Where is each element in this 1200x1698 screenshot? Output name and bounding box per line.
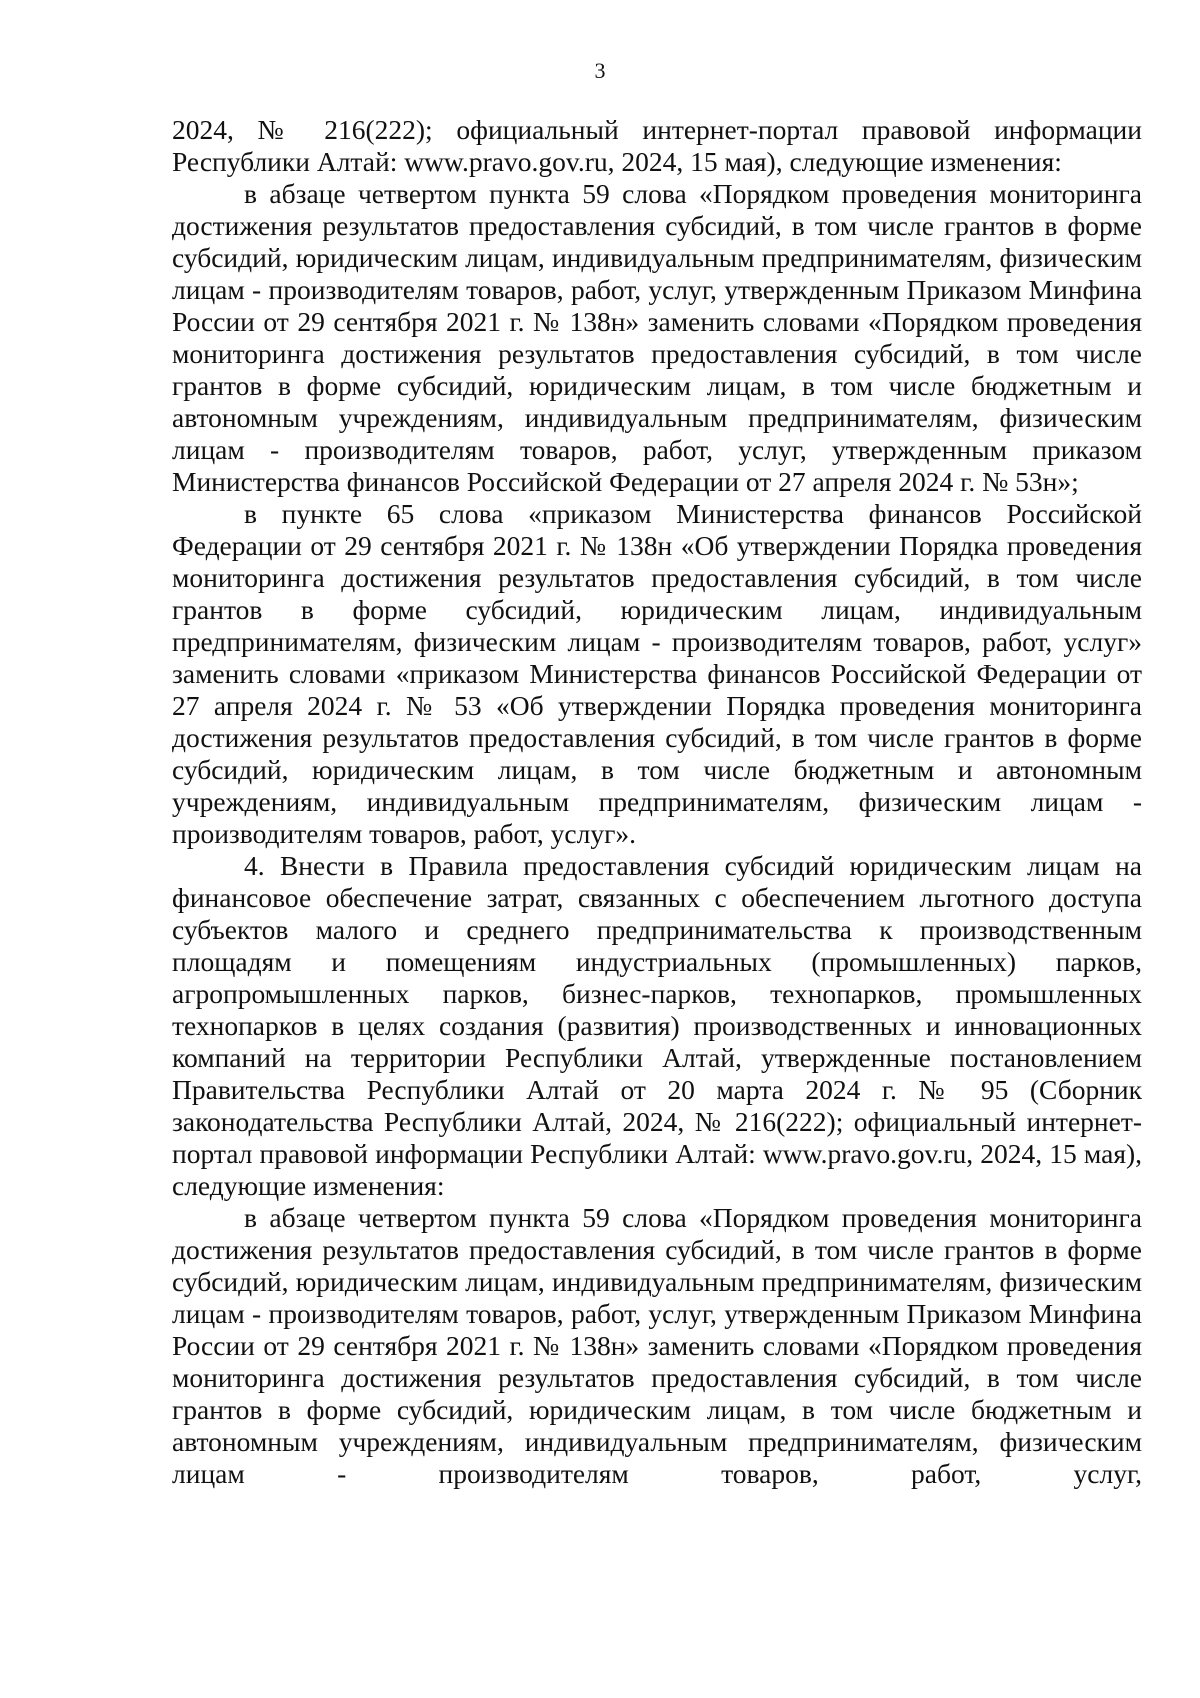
paragraph-2: в абзаце четвертом пункта 59 слова «Порядком проведения мониторинга достижения результатов предоставления субсидий, в том числе грантов в форме субсидий, юридическим лицам, индивидуальным предпринимателям, физическим лицам - производителям товаров, работ, услуг, утвержденным Приказом Минфина России от 29 сентября 2021 г. № 138н» заменить словами «Порядком проведения мониторинга достижения результатов предоставления субсидий, в том числе грантов в форме субсидий, юридическим лицам, в том числе бюджетным и автономным учреждениям, индивидуальным предпринимателям, физическим лицам - производителям товаров, работ, услуг, утвержденным приказом Министерства финансов Российской Федерации от 27 апреля 2024 г. № 53н»; — [172, 178, 1142, 497]
paragraph-4: 4. Внести в Правила предоставления субсидий юридическим лицам на финансовое обеспечение затрат, связанных с обеспечением льготного доступа субъектов малого и среднего предпринимательства к производственным площадям и помещениям индустриальных (промышленных) парков, агропромышленных парков, бизнес-парков, технопарков, промышленных технопарков в целях создания (развития) производственных и инновационных компаний на территории Республики Алтай, утвержденные постановлением Правительства Республики Алтай от 20 марта 2024 г. № 95 (Сборник законодательства Республики Алтай, 2024, № 216(222); официальный интернет-портал правовой информации Республики Алтай: www.pravo.gov.ru, 2024, 15 мая), следующие изменения: — [172, 850, 1142, 1201]
paragraph-1: 2024, № 216(222); официальный интернет-портал правовой информации Республики Алтай: www.pravo.gov.ru, 2024, 15 мая), следующие изменения: — [172, 114, 1142, 177]
paragraph-3: в пункте 65 слова «приказом Министерства финансов Российской Федерации от 29 сентября 2021 г. № 138н «Об утверждении Порядка проведения мониторинга достижения результатов предоставления субсидий, в том числе грантов в форме субсидий, юридическим лицам, индивидуальным предпринимателям, физическим лицам - производителям товаров, работ, услуг» заменить словами «приказом Министерства финансов Российской Федерации от 27 апреля 2024 г. № 53 «Об утверждении Порядка проведения мониторинга достижения результатов предоставления субсидий, в том числе грантов в форме субсидий, юридическим лицам, в том числе бюджетным и автономным учреждениям, индивидуальным предпринимателям, физическим лицам - производителям товаров, работ, услуг». — [172, 498, 1142, 849]
document-body — [172, 114, 1142, 1490]
paragraph-5: в абзаце четвертом пункта 59 слова «Порядком проведения мониторинга достижения результатов предоставления субсидий, в том числе грантов в форме субсидий, юридическим лицам, индивидуальным предпринимателям, физическим лицам - производителям товаров, работ, услуг, утвержденным Приказом Минфина России от 29 сентября 2021 г. № 138н» заменить словами «Порядком проведения мониторинга достижения результатов предоставления субсидий, в том числе грантов в форме субсидий, юридическим лицам, в том числе бюджетным и автономным учреждениям, индивидуальным предпринимателям, физическим лицам - производителям товаров, работ, услуг, — [172, 1202, 1142, 1489]
page-number: 3 — [594, 58, 606, 83]
